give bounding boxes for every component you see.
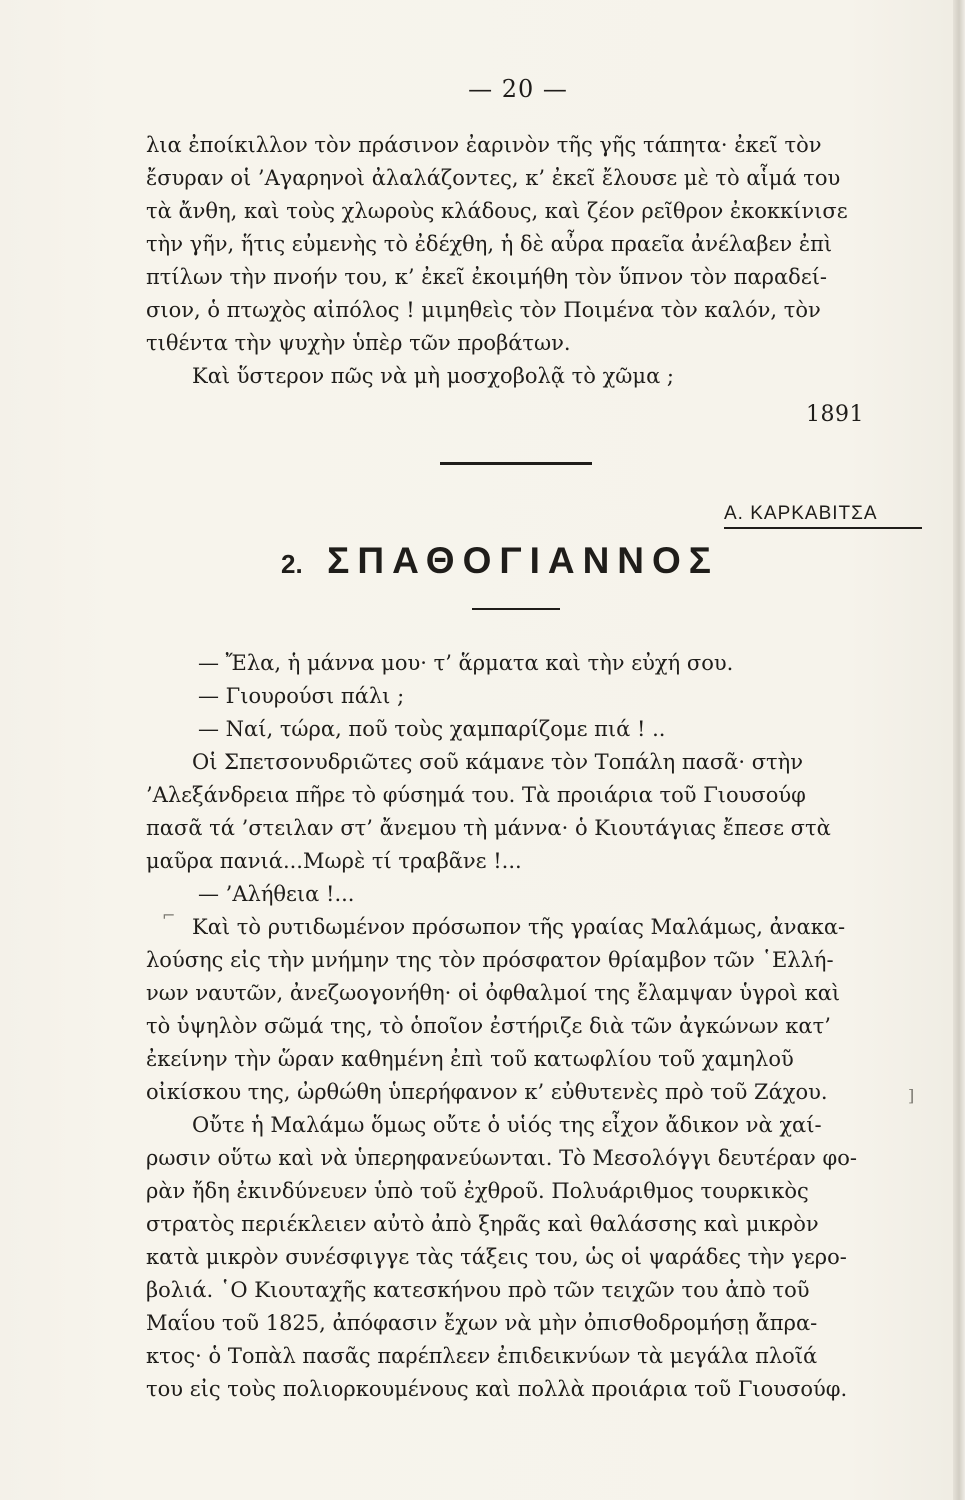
section-divider — [440, 462, 592, 465]
text-line: τὰ ἄνθη, καὶ τοὺς χλωροὺς κλάδους, καὶ ζέον ρεῖθρον ἐκοκκίνισε — [146, 199, 848, 223]
text-line: τιθέντα τὴν ψυχὴν ὑπὲρ τῶν προβάτων. — [146, 331, 571, 355]
text-line: Οἱ Σπετσονυδριῶτες σοῦ κάμανε τὸν Τοπάλη πασᾶ· στὴν — [192, 750, 803, 774]
dialogue-line: — Ναί, τώρα, ποῦ τοὺς χαμπαρίζομε πιά ! .. — [198, 717, 666, 741]
text-line: ἐκείνην τὴν ὥραν καθημένη ἐπὶ τοῦ κατωφλίου τοῦ χαμηλοῦ — [146, 1047, 794, 1071]
dialogue-line: — Γιουρούσι πάλι ; — [198, 684, 405, 708]
text-line: τὴν γῆν, ἥτις εὐμενὴς τὸ ἐδέχθη, ἡ δὲ αὖρα πραεῖα ἀνέλαβεν ἐπὶ — [146, 232, 833, 256]
story-text — [146, 647, 920, 1406]
page-edge — [953, 0, 965, 1500]
dialogue-line: — ’Αλήθεια !... — [198, 882, 355, 906]
text-line: νων ναυτῶν, ἀνεζωογονήθη· οἱ ὀφθαλμοί της ἔλαμψαν ὑγροὶ καὶ — [146, 981, 841, 1005]
text-line: Καὶ τὸ ρυτιδωμένον πρόσωπον τῆς γραίας Μαλάμως, ἀνακα- — [192, 915, 846, 939]
text-line: σιον, ὁ πτωχὸς αἰπόλος ! μιμηθεὶς τὸν Ποιμένα τὸν καλόν, τὸν — [146, 298, 821, 322]
author-underline — [724, 527, 922, 529]
text-line: Οὔτε ἡ Μαλάμω ὅμως οὔτε ὁ υἱός της εἶχον ἄδικον νὰ χαί- — [192, 1113, 822, 1137]
text-line: στρατὸς περιέκλειεν αὐτὸ ἀπὸ ξηρᾶς καὶ θαλάσσης καὶ μικρὸν — [146, 1212, 819, 1236]
margin-bracket-mark: ] — [908, 1086, 915, 1105]
text-line: λούσης εἰς τὴν μνήμην της τὸν πρόσφατον θρίαμβον τῶν ῾Ελλή- — [146, 948, 834, 972]
text-line: μαῦρα πανιά...Μωρὲ τί τραβᾶνε !... — [146, 849, 522, 873]
text-line: ἔσυραν οἱ ’Αγαρηνοὶ ἀλαλάζοντες, κ’ ἐκεῖ ἔλουσε μὲ τὸ αἷμά του — [146, 166, 841, 190]
author-name: Α. ΚΑΡΚΑΒΙΤΣΑ — [724, 503, 878, 524]
section-title: ΣΠΑΘΟΓΙΑΝΝΟΣ — [327, 540, 720, 581]
title-underline — [472, 608, 560, 610]
text-line: πτίλων τὴν πνοήν του, κ’ ἐκεῖ ἐκοιμήθη τὸν ὕπνον τὸν παραδεί- — [146, 265, 828, 289]
text-line: κατὰ μικρὸν συνέσφιγγε τὰς τάξεις του, ὡς οἱ ψαράδες τὴν γερο- — [146, 1245, 847, 1269]
text-line: πασᾶ τά ’στειλαν στ’ ἄνεμου τὴ μάννα· ὁ Κιουτάγιας ἔπεσε στὰ — [146, 816, 831, 840]
text-line: ρὰν ἤδη ἐκινδύνευεν ὑπὸ τοῦ ἐχθροῦ. Πολυάριθμος τουρκικὸς — [146, 1179, 809, 1203]
preceding-story-text — [146, 129, 920, 393]
text-line: ’Αλεξάνδρεια πῆρε τὸ φύσημά του. Τὰ προιάρια τοῦ Γιουσούφ — [146, 783, 806, 807]
text-line: του εἰς τοὺς πολιορκουμένους καὶ πολλὰ προιάρια τοῦ Γιουσούφ. — [146, 1377, 848, 1401]
closing-line: Καὶ ὕστερον πῶς νὰ μὴ μοσχοβολᾷ τὸ χῶμα ; — [192, 364, 675, 388]
page-number: — 20 — — [468, 75, 568, 103]
text-line: βολιά. ῾Ο Κιουταχῆς κατεσκήνου πρὸ τῶν τειχῶν του ἀπὸ τοῦ — [146, 1278, 810, 1302]
text-line: Μαΐου τοῦ 1825, ἀπόφασιν ἔχων νὰ μὴν ὀπισθοδρομήσῃ ἄπρα- — [146, 1311, 818, 1335]
text-line: λια ἐποίκιλλον τὸν πράσινον ἐαρινὸν τῆς γῆς τάπητα· ἐκεῖ τὸν — [146, 133, 822, 157]
section-number: 2. — [281, 549, 303, 579]
text-line: οἰκίσκου της, ὠρθώθη ὑπερήφανον κ’ εὐθυτενὲς πρὸ τοῦ Ζάχου. — [146, 1080, 828, 1104]
text-line: τὸ ὑψηλὸν σῶμά της, τὸ ὁποῖον ἐστήριζε διὰ τῶν ἀγκώνων κατ’ — [146, 1014, 831, 1038]
margin-bracket-mark: ⌐ — [162, 906, 176, 925]
text-line: κτος· ὁ Τοπὰλ πασᾶς παρέπλεεν ἐπιδεικνύων τὰ μεγάλα πλοῖά — [146, 1344, 818, 1368]
story-year: 1891 — [806, 402, 864, 427]
section-heading — [281, 540, 719, 582]
dialogue-line: — Ἔλα, ἡ μάννα μου· τ’ ἅρματα καὶ τὴν εὐχή σου. — [198, 651, 734, 675]
text-line: ρωσιν οὕτω καὶ νὰ ὑπερηφανεύωνται. Τὸ Μεσολόγγι δευτέραν φο- — [146, 1146, 857, 1170]
